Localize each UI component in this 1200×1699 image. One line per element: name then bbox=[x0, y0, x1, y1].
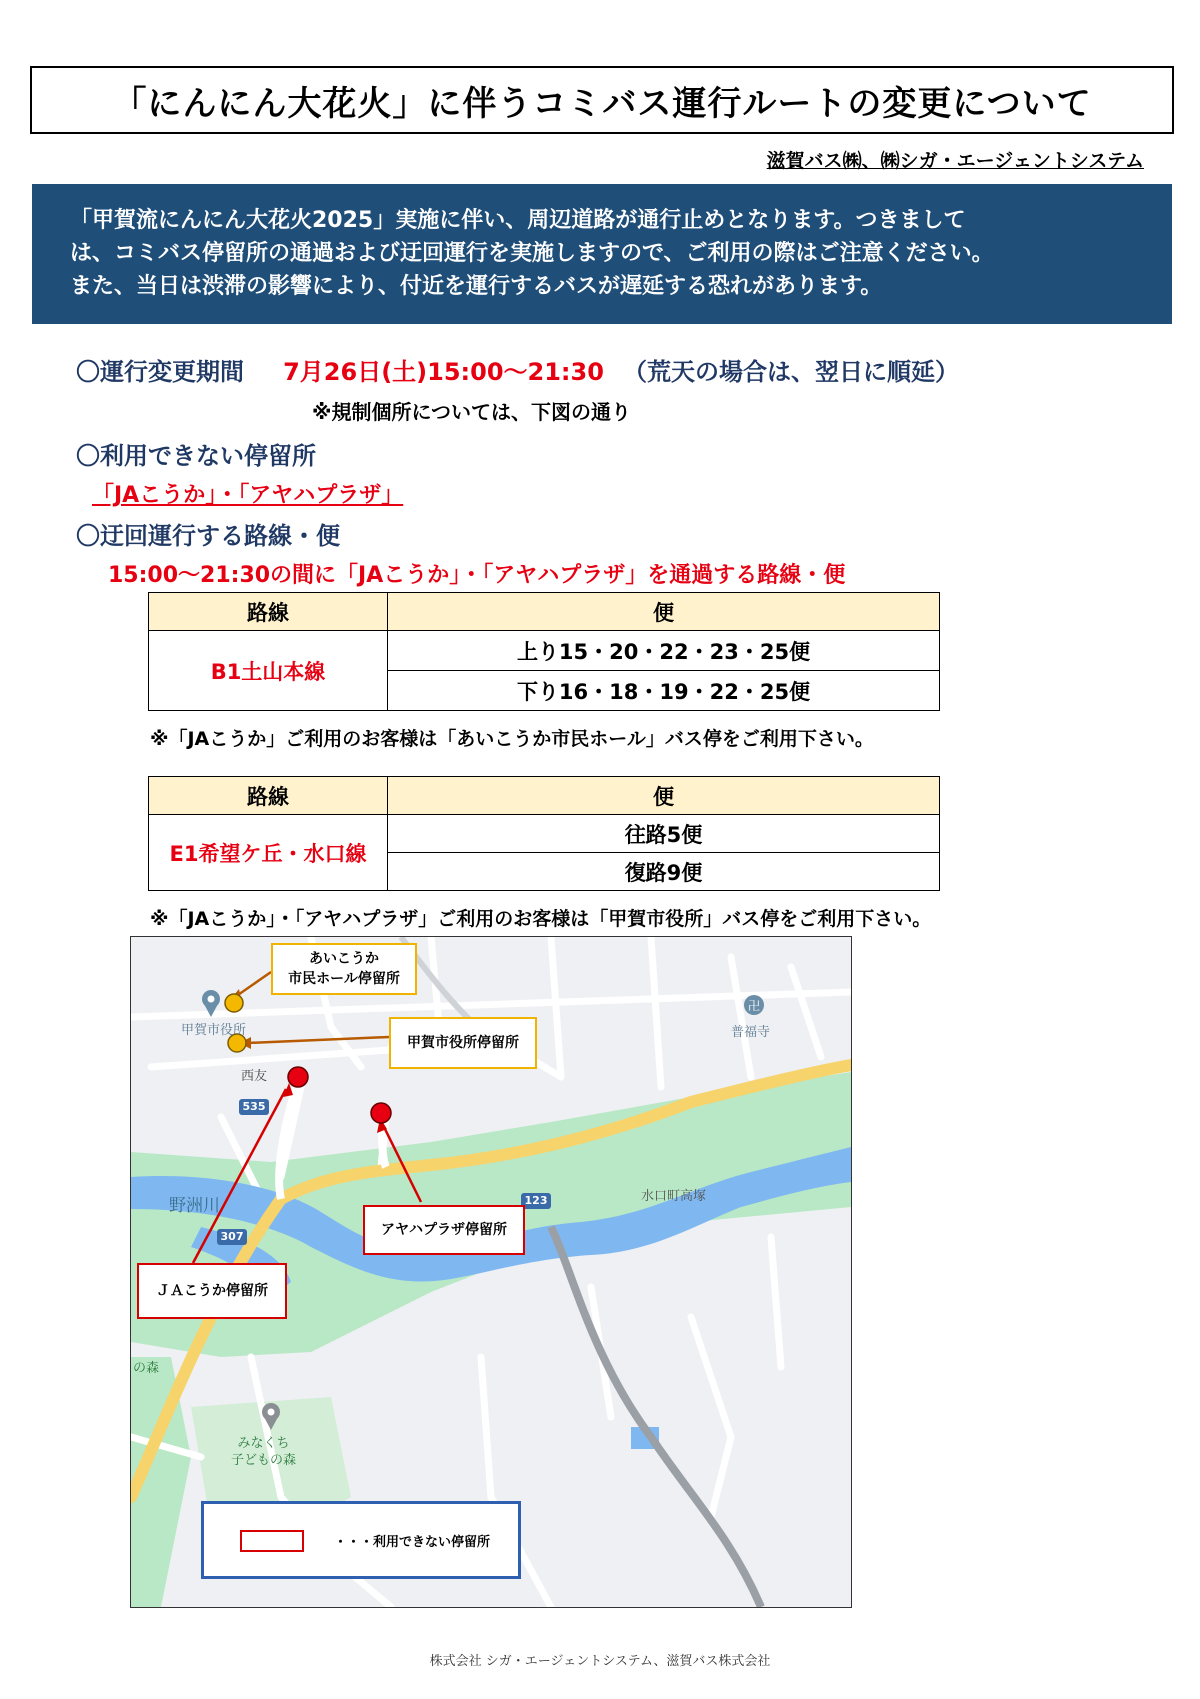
place-park: みなくち 子どもの森 bbox=[231, 1436, 297, 1468]
period-label: 〇運行変更期間 bbox=[76, 358, 244, 386]
trips-return: 復路9便 bbox=[388, 853, 940, 891]
header-trips: 便 bbox=[388, 593, 940, 631]
unavailable-label: 〇利用できない停留所 bbox=[76, 442, 316, 470]
header-route: 路線 bbox=[149, 593, 388, 631]
notice-box bbox=[32, 184, 1172, 324]
label-city-hall-stop: 甲賀市役所停留所 bbox=[389, 1017, 537, 1069]
place-mori: の森 bbox=[133, 1361, 160, 1376]
header-route: 路線 bbox=[149, 777, 388, 815]
legend-text: ・・・利用できない停留所 bbox=[334, 1535, 491, 1550]
trips-up: 上り15・20・22・23・25便 bbox=[388, 631, 940, 671]
place-fukuji: 普福寺 bbox=[731, 1025, 771, 1040]
route-name: E1希望ケ丘・水口線 bbox=[149, 815, 388, 891]
trips-out: 往路5便 bbox=[388, 815, 940, 853]
period-datetime: 7月26日(土)15:00～21:30 bbox=[283, 358, 604, 386]
table1-note: ※「JAこうか」ご利用のお客様は「あいこうか市民ホール」バス停をご利用下さい。 bbox=[150, 728, 874, 750]
detour-desc: 15:00～21:30の間に「JAこうか」・「アヤハプラザ」を通過する路線・便 bbox=[108, 563, 846, 588]
stop-aikouka-icon bbox=[225, 994, 243, 1012]
issuer: 滋賀バス㈱、㈱シガ・エージェントシステム bbox=[766, 150, 1144, 172]
temple-icon bbox=[744, 995, 764, 1015]
route-map bbox=[130, 936, 852, 1608]
route-table-1 bbox=[148, 592, 940, 711]
label-ayaha: アヤハプラザ停留所 bbox=[363, 1205, 525, 1255]
route-shield-307: 307 bbox=[220, 1230, 244, 1243]
page-title: 「にんにん大花火」に伴うコミバス運行ルートの変更について bbox=[30, 66, 1174, 134]
svg-text:卍: 卍 bbox=[747, 999, 761, 1013]
trips-down: 下り16・18・19・22・25便 bbox=[388, 671, 940, 711]
period-note: ※規制個所については、下図の通り bbox=[312, 400, 632, 424]
place-nishitomo: 西友 bbox=[241, 1069, 268, 1084]
place-city-hall: 甲賀市役所 bbox=[181, 1023, 247, 1038]
route-name: B1土山本線 bbox=[149, 631, 388, 711]
footer: 株式会社 シガ・エージェントシステム、滋賀バス株式会社 bbox=[429, 1654, 771, 1669]
table2-note: ※「JAこうか」・「アヤハプラザ」ご利用のお客様は「甲賀市役所」バス停をご利用下さい。 bbox=[150, 908, 932, 930]
place-yasugawa: 野洲川 bbox=[169, 1196, 220, 1216]
period-postpone: （荒天の場合は、翌日に順延） bbox=[623, 358, 960, 386]
stop-ja-closed-icon bbox=[288, 1067, 308, 1087]
unavailable-stops: 「JAこうか」・「アヤハプラザ」 bbox=[92, 483, 404, 508]
stop-ayaha-closed-icon bbox=[371, 1103, 391, 1123]
legend-swatch bbox=[240, 1530, 304, 1552]
label-ja: ＪＡこうか停留所 bbox=[137, 1263, 287, 1319]
route-shield-123: 123 bbox=[524, 1194, 548, 1207]
detour-label: 〇迂回運行する路線・便 bbox=[76, 522, 340, 550]
route-shield-535: 535 bbox=[242, 1100, 266, 1113]
label-aikouka: あいこうか 市民ホール停留所 bbox=[271, 943, 417, 995]
place-minakuchi: 水口町高塚 bbox=[641, 1189, 707, 1204]
notice-line-2: は、コミバス停留所の通過および迂回運行を実施しますので、ご利用の際はご注意ください。 bbox=[70, 241, 994, 266]
period-section bbox=[76, 352, 959, 387]
map-legend bbox=[201, 1501, 521, 1579]
notice-line-1: 「甲賀流にんにん大花火2025」実施に伴い、周辺道路が通行止めとなります。つきまして bbox=[70, 208, 966, 233]
header-trips: 便 bbox=[388, 777, 940, 815]
notice-line-3: また、当日は渋滞の影響により、付近を運行するバスが遅延する恐れがあります。 bbox=[70, 274, 883, 299]
route-table-2 bbox=[148, 776, 940, 891]
